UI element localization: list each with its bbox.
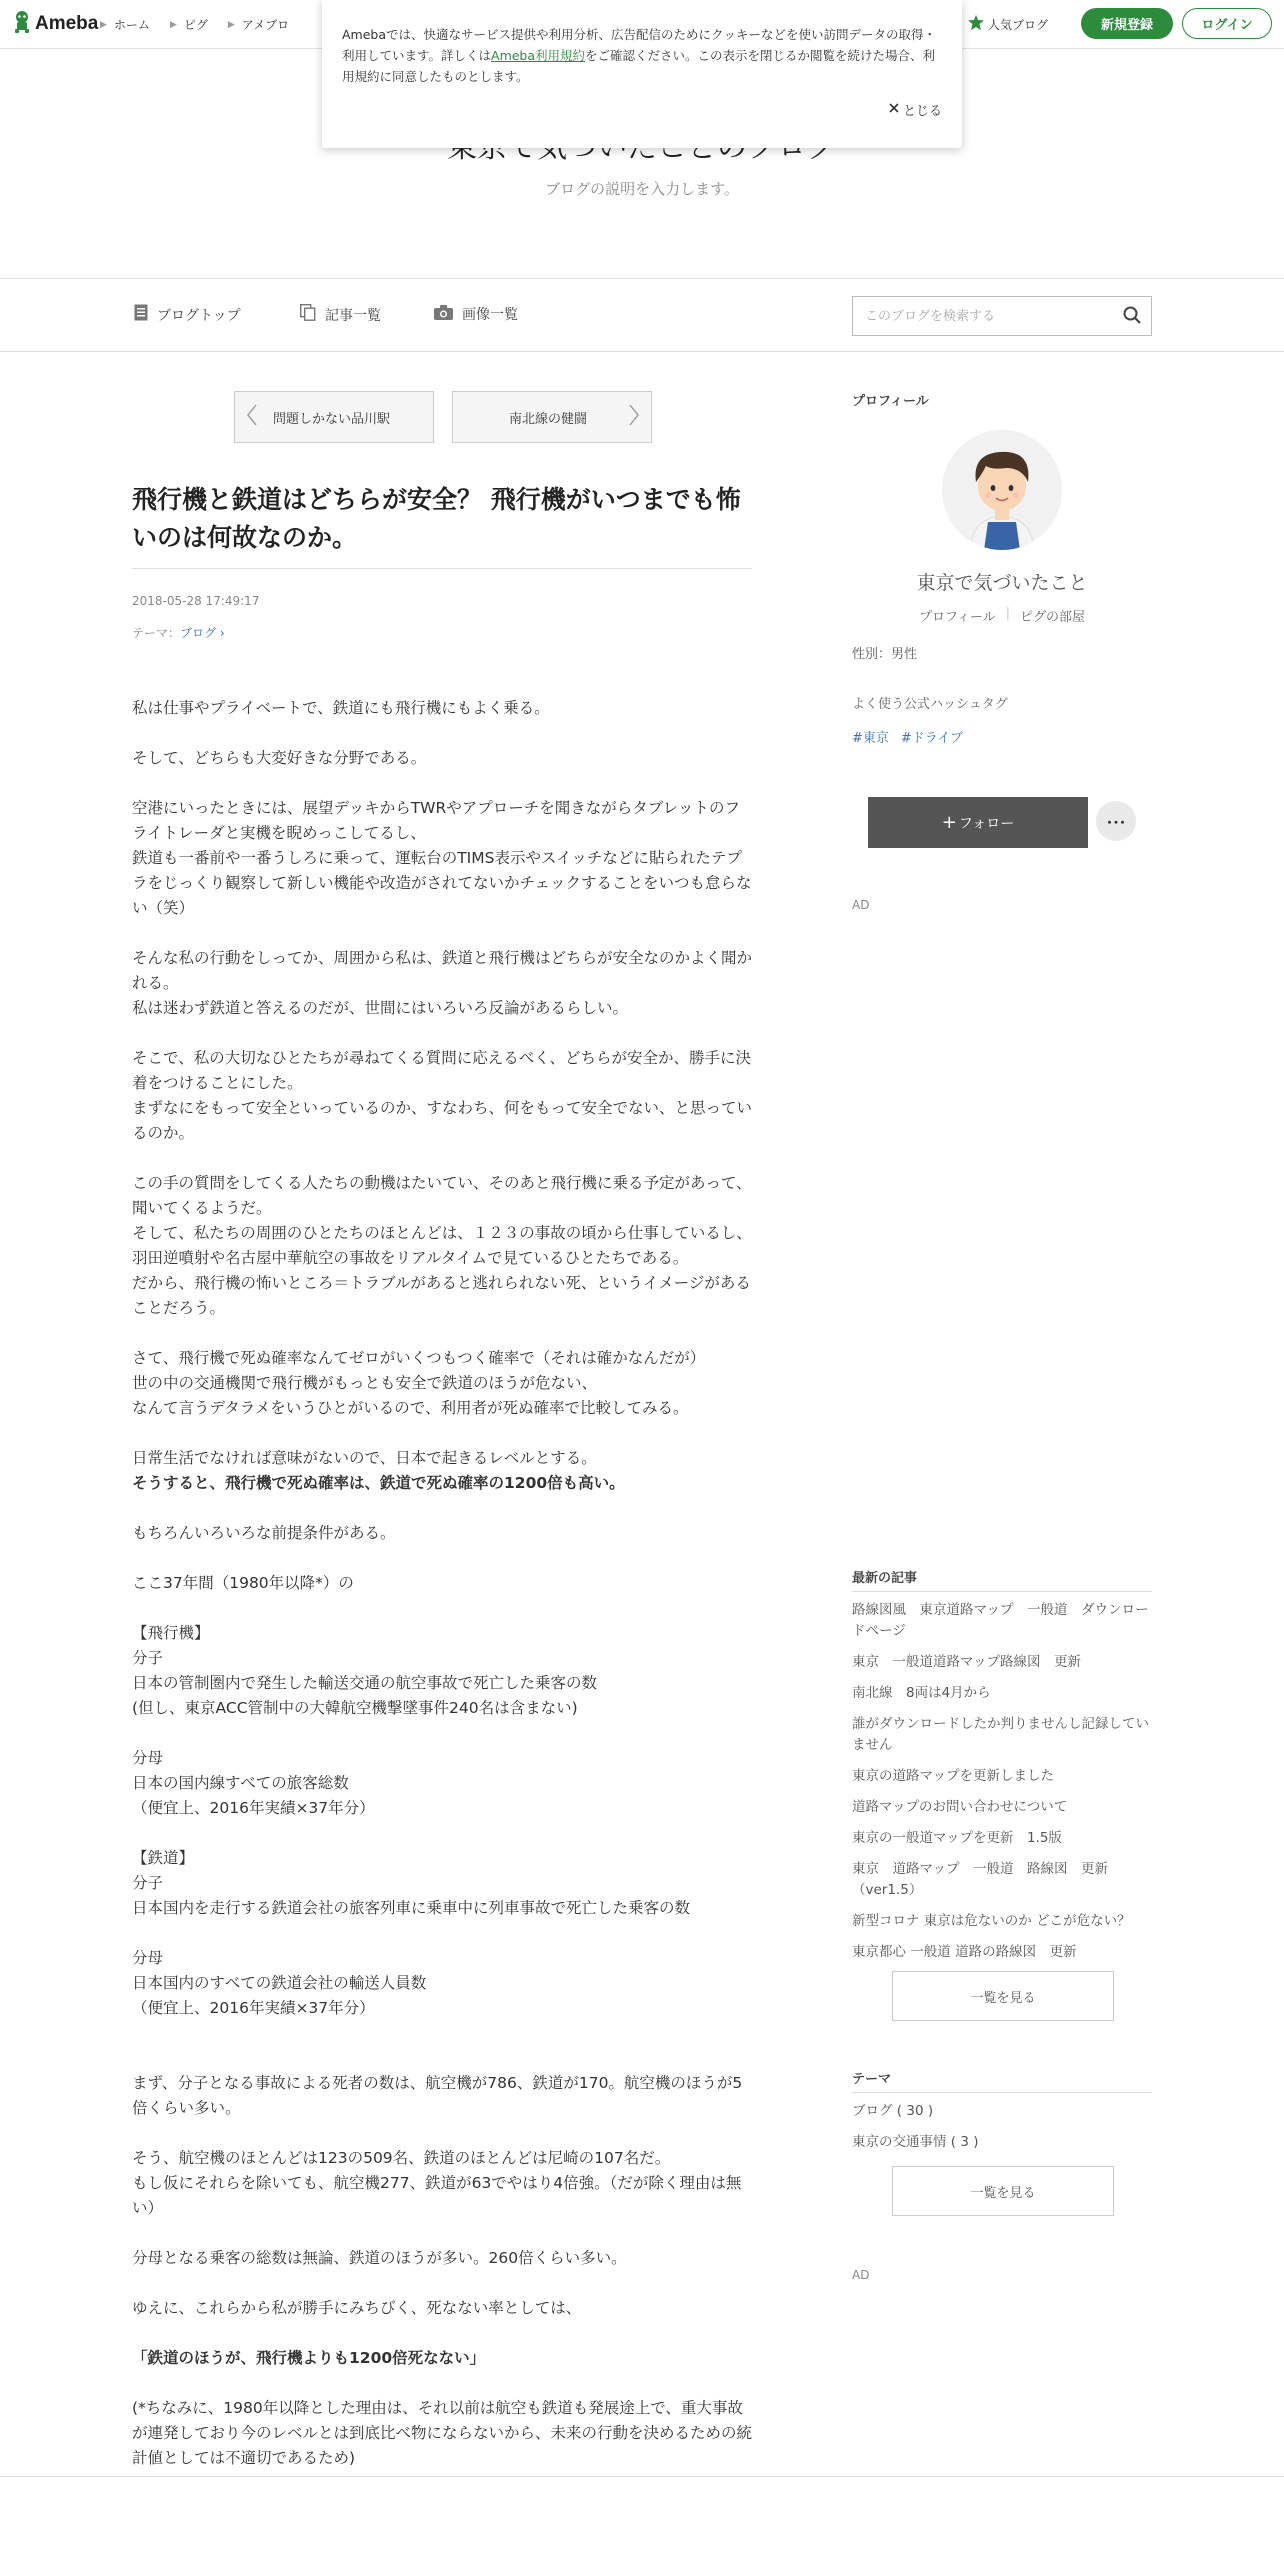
recent-entry-link[interactable]: 東京都心 一般道 道路の路線図 更新 <box>852 1944 1077 1960</box>
article-paragraph: そこで、私の大切なひとたちが尋ねてくる質問に応えるべく、どちらが安全か、勝手に決着をつけることにした。 まずなにをもって安全といっているのか、すなわち、何をもって安全でない、と思っているのか。 <box>132 1049 753 1142</box>
theme-item-link[interactable]: 東京の交通事情 ( 3 ) <box>852 2134 979 2150</box>
theme-list <box>852 2097 1152 2159</box>
recent-entry-link[interactable]: 新型コロナ 東京は危ないのか どこが危ない？ <box>852 1913 1131 1929</box>
hashtag-heading: よく使う公式ハッシュタグ <box>852 697 1008 712</box>
chevron-right-icon <box>629 404 639 430</box>
ad-label: AD <box>852 2268 870 2282</box>
recent-entries-heading: 最新の記事 <box>852 1571 918 1586</box>
cookie-notice <box>322 0 962 148</box>
nav-pigg[interactable] <box>170 16 208 33</box>
article-paragraph: もちろんいろいろな前提条件がある。 <box>132 1524 396 1542</box>
entry-list-label: 記事一覧 <box>325 307 381 324</box>
image-list-label: 画像一覧 <box>462 307 518 323</box>
nav-ameblo[interactable] <box>228 16 289 33</box>
article-paragraph: 【飛行機】 分子 日本の管制圏内で発生した輸送交通の航空事故で死亡した乗客の数 (但し、東京ACC管制中の大韓航空機撃墜事件240名は含まない) <box>132 1624 598 1717</box>
hashtag-link[interactable]: #東京 <box>852 731 889 746</box>
article-line: 日常生活でなければ意味がないので、日本で起きるレベルとする。 <box>132 1449 597 1467</box>
follow-label: フォロー <box>958 815 1015 832</box>
article-paragraph: 私は仕事やプライベートで、鉄道にも飛行機にもよく乗る。 <box>132 699 550 717</box>
recent-entry-link[interactable]: 道路マップのお問い合わせについて <box>852 1799 1068 1815</box>
article-paragraph: 【鉄道】 分子 日本国内を走行する鉄道会社の旅客列車に乗車中に列車事故で死亡した乗客の数 <box>132 1849 691 1917</box>
next-article-button[interactable] <box>452 391 652 443</box>
ameba-logo[interactable] <box>12 10 98 38</box>
hashtag-link[interactable]: #ドライブ <box>900 731 964 746</box>
cookie-close-label: とじる <box>902 104 942 119</box>
article-paragraph: そして、どちらも大変好きな分野である。 <box>132 749 427 767</box>
theme-item-link[interactable]: ブログ ( 30 ) <box>852 2103 934 2119</box>
more-options-button[interactable]: ･･･ <box>1096 801 1136 841</box>
article-paragraph: (*ちなみに、1980年以降とした理由は、それ以前は航空も鉄道も発展途上で、重大事故が連発しており今のレベルとは到底比べ物にならないから、未来の行動を決めるための統計値としては不適切であるため) <box>132 2399 753 2467</box>
cookie-text-before: Amebaでは、快適なサービス提供や利用分析、広告配信のためにクッキーなどを使い訪問データの取得・利用しています。詳しくは <box>342 27 937 63</box>
ameba-mascot-icon <box>12 10 32 38</box>
article-paragraph: ゆえに、これらから私が勝手にみちびく、死なない率としては、 <box>132 2299 582 2317</box>
blog-top-label: ブログトップ <box>157 307 241 324</box>
popular-blogs-label: 人気ブログ <box>988 17 1049 32</box>
plus-icon: + <box>941 811 957 833</box>
popular-blogs-link[interactable] <box>968 15 1048 33</box>
article-paragraph: 分母となる乗客の総数は無論、鉄道のほうが多い。260倍くらい多い。 <box>132 2249 627 2267</box>
nav-pigg-label: ピグ <box>183 18 208 32</box>
gender-text: 性別：男性 <box>852 647 918 662</box>
article-paragraph: そんな私の行動をしってか、周囲から私は、鉄道と飛行機はどちらが安全なのかよく聞かれる。 私は迷わず鉄道と答えるのだが、世間にはいろいろ反論があるらしい。 <box>132 949 753 1017</box>
theme-link[interactable]: ブログ › <box>180 626 225 640</box>
profile-heading: プロフィール <box>852 394 929 409</box>
search-icon[interactable] <box>1123 306 1141 328</box>
document-icon <box>134 304 148 325</box>
theme-link-label: ブログ <box>180 626 217 640</box>
blog-description: ブログの説明を入力します。 <box>545 180 739 198</box>
article-paragraph: ここ37年間（1980年以降*）の <box>132 1574 354 1592</box>
chevron-left-icon <box>247 404 257 430</box>
profile-links <box>852 606 1152 625</box>
camera-icon <box>434 305 453 324</box>
recent-divider <box>852 1591 1152 1592</box>
recent-entry-link[interactable]: 東京の一般道マップを更新 1.5版 <box>852 1830 1062 1846</box>
article-theme <box>132 624 225 641</box>
nav-home[interactable] <box>100 16 150 33</box>
prev-article-label: 問題しかない品川駅 <box>273 411 391 427</box>
recent-entry-link[interactable]: 東京 一般道道路マップ路線図 更新 <box>852 1654 1081 1670</box>
article-paragraph: 空港にいったときには、展望デッキからTWRやアプローチを聞きながらタブレットのフライトレーダと実機を睨めっこしてるし、 鉄道も一番前や一番うしろに乗って、運転台のTIMS表示やスイッチなどに貼られたテプラをじっくり観察して新しい機能や改造がされてないかチェックすることをいつも怠らない（笑） <box>132 799 752 917</box>
crown-icon <box>968 15 984 33</box>
article-paragraph: 分母 日本の国内線すべての旅客総数 （便宜上、2016年実績×37年分） <box>132 1749 375 1817</box>
cookie-text-after: をご確認ください。この表示を閉じるか閲覧を続けた場合、利用規約に同意したものとします。 <box>342 48 936 84</box>
theme-heading: テーマ <box>852 2072 892 2087</box>
entry-list-link[interactable] <box>300 304 381 325</box>
recent-entry-link[interactable]: 誰がダウンロードしたか判りませんし記録していません <box>852 1716 1149 1753</box>
blog-nav <box>0 278 1284 352</box>
cookie-close-button[interactable] <box>889 100 942 119</box>
logo-text: Ameba <box>35 13 99 34</box>
signup-button[interactable]: 新規登録 <box>1081 8 1173 39</box>
profile-link[interactable]: プロフィール <box>918 610 996 625</box>
article-date: 2018-05-28 17:49:17 <box>132 594 260 608</box>
image-list-link[interactable] <box>434 304 518 324</box>
hashtag-list <box>852 727 963 746</box>
profile-name[interactable]: 東京で気づいたこと <box>916 572 1088 594</box>
copy-icon <box>300 304 316 325</box>
next-article-label: 南北線の健闘 <box>509 411 588 427</box>
pig-room-link[interactable]: ピグの部屋 <box>1020 610 1086 625</box>
blog-top-link[interactable] <box>134 304 241 325</box>
chevron-right-icon: ▶ <box>227 19 235 30</box>
global-nav <box>100 16 289 33</box>
recent-entry-link[interactable]: 東京の道路マップを更新しました <box>852 1768 1054 1784</box>
close-icon <box>889 102 899 117</box>
article-paragraph: この手の質問をしてくる人たちの動機はたいてい、そのあと飛行機に乗る予定があって、聞いてくるようだ。 そして、私たちの周囲のひとたちのほとんどは、１２３の事故の頃から仕事しているし、羽田逆噴射や名古屋中華航空の事故をリアルタイムで見ているひとたちである。 だから、飛行機の怖いところ＝トラブルがあると逃れられない死、というイメージがあることだろう。 <box>132 1174 752 1317</box>
article-paragraph-with-emphasis <box>132 1446 752 1496</box>
chevron-right-icon: ▶ <box>100 19 107 30</box>
theme-prefix: テーマ： <box>132 626 181 640</box>
see-all-entries-button[interactable]: 一覧を見る <box>892 1971 1114 2021</box>
cookie-notice-text <box>342 24 942 87</box>
theme-divider <box>852 2092 1152 2093</box>
see-all-themes-button[interactable]: 一覧を見る <box>892 2166 1114 2216</box>
recent-entry-link[interactable]: 東京 道路マップ 一般道 路線図 更新（ver1.5） <box>852 1861 1108 1898</box>
blog-search <box>852 296 1152 336</box>
article-body <box>132 696 752 2496</box>
terms-link[interactable]: Ameba利用規約 <box>491 48 586 63</box>
article-title[interactable]: 飛行機と鉄道はどちらが安全？ 飛行機がいつまでも怖いのは何故なのか。 <box>132 485 741 552</box>
ad-label: AD <box>852 898 870 912</box>
title-divider <box>132 568 752 569</box>
nav-ameblo-label: アメブロ <box>241 18 290 32</box>
article-paragraph: さて、飛行機で死ぬ確率なんてゼロがいくつもつく確率で（それは確かなんだが） 世の中の交通機関で飛行機がもっとも安全で鉄道のほうが危ない、 なんて言うデタラメをいうひとがいるので、利用者が死ぬ確率で比較してみる。 <box>132 1349 706 1417</box>
avatar[interactable] <box>942 430 1062 550</box>
search-input[interactable] <box>863 297 1107 335</box>
recent-entries-list <box>852 1596 1152 1969</box>
footer-divider <box>0 2476 1284 2477</box>
nav-home-label: ホーム <box>113 18 150 32</box>
article-paragraph: そう、航空機のほとんどは123の509名、鉄道のほとんどは尼崎の107名だ。 もし仮にそれらを除いても、航空機277、鉄道が63でやはり4倍強。（だが除く理由は無い） <box>132 2149 742 2217</box>
follow-button[interactable] <box>868 797 1088 848</box>
login-button[interactable]: ログイン <box>1182 8 1272 39</box>
recent-entry-link[interactable]: 南北線 8両は4月から <box>852 1685 991 1701</box>
conclusion-paragraph: 「鉄道のほうが、飛行機よりも1200倍死なない」 <box>132 2349 486 2367</box>
recent-entry-link[interactable]: 路線図風 東京道路マップ 一般道 ダウンロードページ <box>852 1602 1149 1639</box>
link-separator: | <box>1005 606 1011 621</box>
prev-article-button[interactable] <box>234 391 434 443</box>
chevron-right-icon: ▶ <box>169 19 177 30</box>
emphasis-line: そうすると、飛行機で死ぬ確率は、鉄道で死ぬ確率の1200倍も高い。 <box>132 1474 625 1492</box>
article-paragraph: 分母 日本国内のすべての鉄道会社の輸送人員数 （便宜上、2016年実績×37年分） <box>132 1949 427 2017</box>
article-paragraph: まず、分子となる事故による死者の数は、航空機が786、鉄道が170。航空機のほうが5倍くらい多い。 <box>132 2074 743 2117</box>
